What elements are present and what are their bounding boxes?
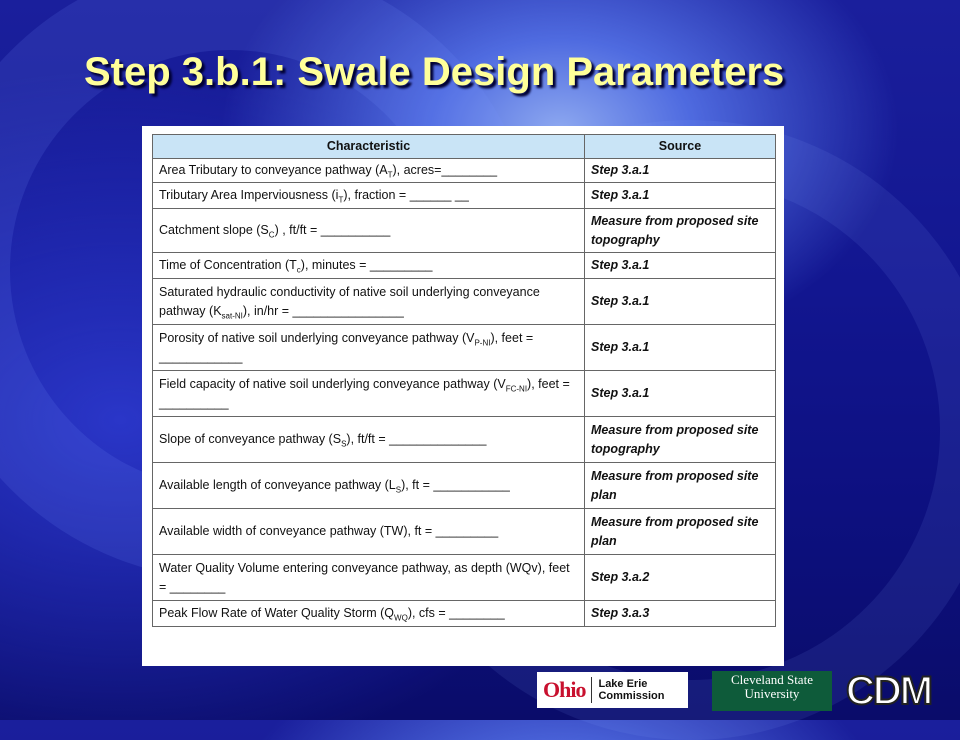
characteristic-cell: Saturated hydraulic conductivity of native soil underlying conveyance pathway $(K_{sat-NI})$, in/hr = ________________ — [153, 279, 585, 325]
source-cell: Measure from proposed site plan — [585, 463, 776, 509]
table-row — [153, 279, 776, 325]
source-cell: Step 3.a.3 — [585, 601, 776, 627]
ohio-logo-word: Ohio — [543, 677, 586, 702]
characteristic-cell: Area Tributary to conveyance pathway $(A_T)$, acres=________ — [153, 159, 585, 183]
table-row — [153, 463, 776, 509]
table-row — [153, 209, 776, 253]
table-row — [153, 183, 776, 209]
slide-title: Step 3.b.1: Swale Design Parameters — [84, 50, 785, 94]
characteristic-cell: Available length of conveyance pathway $(L_S)$, ft = ___________ — [153, 463, 585, 509]
source-cell: Step 3.a.1 — [585, 279, 776, 325]
source-cell: Step 3.a.2 — [585, 555, 776, 601]
table-row — [153, 371, 776, 417]
characteristic-cell: Catchment slope $(S_C)$ , ft/ft = __________ — [153, 209, 585, 253]
characteristic-cell: Peak Flow Rate of Water Quality Storm $(Q_{WQ})$, cfs = ________ — [153, 601, 585, 627]
column-header-characteristic: Characteristic — [153, 135, 585, 159]
source-cell: Measure from proposed site plan — [585, 509, 776, 555]
table-row — [153, 509, 776, 555]
table-row — [153, 601, 776, 627]
characteristic-cell: Time of Concentration $(T_c)$, minutes = _________ — [153, 253, 585, 279]
characteristic-cell: Water Quality Volume entering conveyance pathway, as depth (WQv), feet = ________ — [153, 555, 585, 601]
source-cell: Step 3.a.1 — [585, 159, 776, 183]
characteristic-cell: Field capacity of native soil underlying conveyance pathway $(V_{FC-NI})$, feet = __________ — [153, 371, 585, 417]
characteristic-cell: Slope of conveyance pathway $(S_S)$, ft/ft = ______________ — [153, 417, 585, 463]
cleveland-state-university-logo: Cleveland State University — [712, 671, 832, 711]
table-row — [153, 159, 776, 183]
commission-name: Lake Erie Commission — [598, 678, 665, 702]
source-cell: Measure from proposed site topography — [585, 209, 776, 253]
document-image — [142, 126, 784, 666]
ohio-lake-erie-commission-logo — [537, 672, 688, 708]
logo-divider — [591, 677, 592, 703]
characteristic-cell: Tributary Area Imperviousness $(i_T)$, fraction = ______ __ — [153, 183, 585, 209]
table-row — [153, 325, 776, 371]
cdm-logo: CDM — [846, 669, 932, 713]
source-cell: Measure from proposed site topography — [585, 417, 776, 463]
table-row — [153, 417, 776, 463]
source-cell: Step 3.a.1 — [585, 253, 776, 279]
characteristic-cell: Porosity of native soil underlying conveyance pathway $(V_{P-NI})$, feet = ____________ — [153, 325, 585, 371]
characteristic-cell: Available width of conveyance pathway (TW), ft = _________ — [153, 509, 585, 555]
parameters-table — [152, 134, 776, 627]
column-header-source: Source — [585, 135, 776, 159]
table-row — [153, 555, 776, 601]
table-row — [153, 253, 776, 279]
source-cell: Step 3.a.1 — [585, 371, 776, 417]
source-cell: Step 3.a.1 — [585, 183, 776, 209]
source-cell: Step 3.a.1 — [585, 325, 776, 371]
table-header-row — [153, 135, 776, 159]
